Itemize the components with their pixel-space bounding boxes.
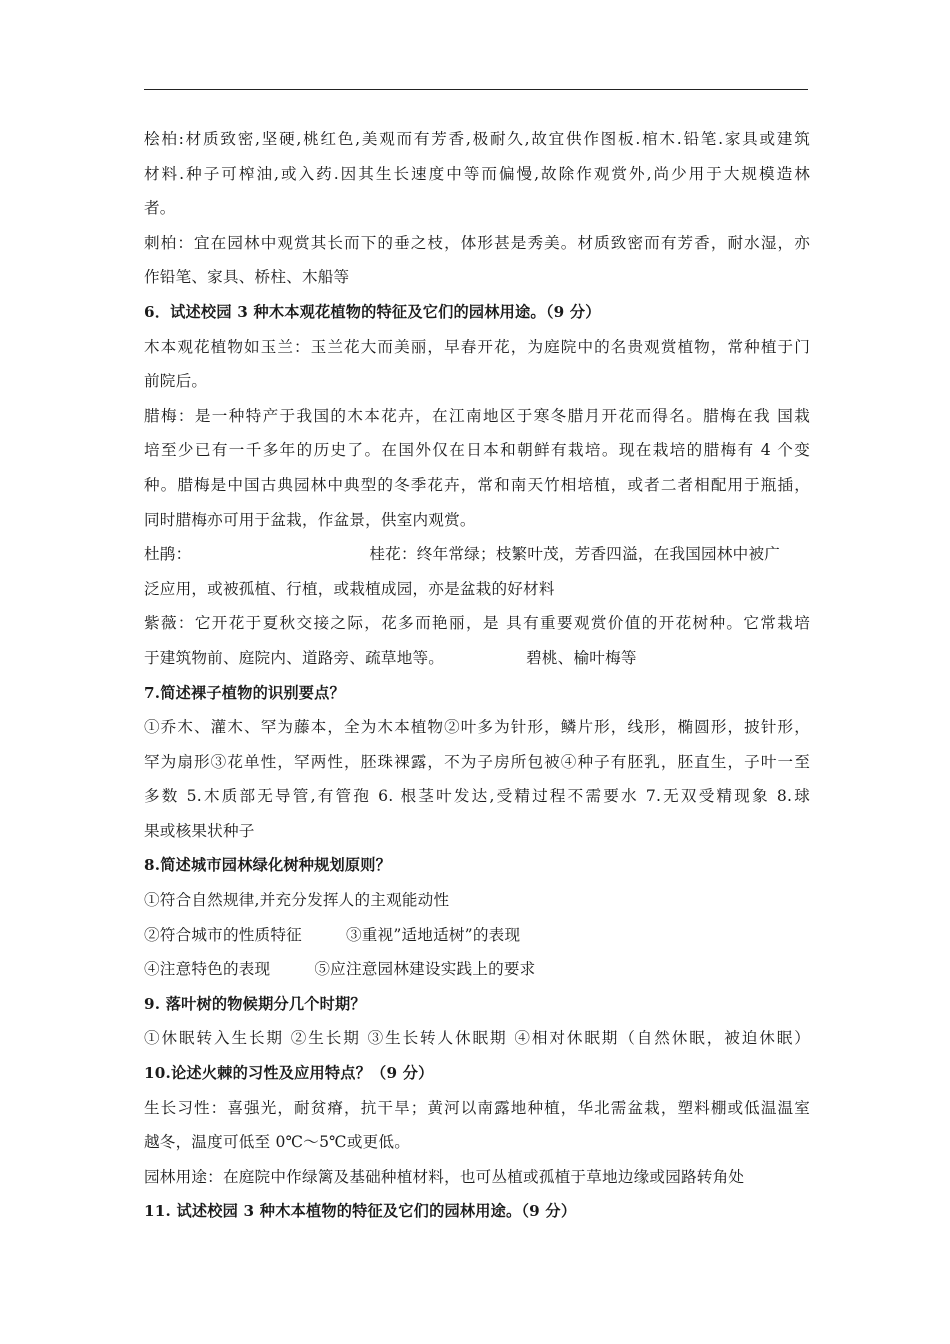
text-line: 果或核果状种子 bbox=[144, 821, 255, 840]
text-line: 泛应用，或被孤植、行植，或栽植成园，亦是盆栽的好材料 bbox=[144, 579, 555, 598]
crape-myrtle-text: 于建筑物前、庭院内、道路旁、疏草地等。 bbox=[144, 648, 445, 667]
text-line bbox=[144, 918, 810, 953]
text-line bbox=[144, 952, 810, 987]
text-line: 材料.种子可榨油,或入药.因其生长速度中等而偏慢,故除作观赏外,尚少用于大规模造林 bbox=[144, 164, 810, 183]
text-line: 紫薇：它开花于夏秋交接之际，花多而艳丽，是 具有重要观赏价值的开花树种。它常栽培 bbox=[144, 614, 810, 633]
text-line: 生长习性：喜强光，耐贫瘠，抗干旱；黄河以南露地种植，华北需盆栽，塑料棚或低温温室 bbox=[144, 1098, 810, 1117]
text-line: 前院后。 bbox=[144, 372, 208, 391]
text-line: 腊梅：是一种特产于我国的木本花卉，在江南地区于寒冬腊月开花而得名。腊梅在我 国栽 bbox=[144, 406, 810, 425]
osmanthus-text: 桂花：终年常绿；枝繁叶茂，芳香四溢，在我国园林中被广 bbox=[369, 545, 781, 564]
question-heading: 10.论述火棘的习性及应用特点？（9 分） bbox=[144, 1064, 434, 1083]
text-line: 作铅笔、家具、桥柱、木船等 bbox=[144, 268, 350, 287]
text-line: 罕为扇形③花单性，罕两性，胚珠裸露，不为子房所包被④种子有胚乳，胚直生，子叶一至 bbox=[144, 752, 810, 771]
text-line: 培至少已有一千多年的历史了。在国外仅在日本和朝鲜有栽培。现在栽培的腊梅有 4 个变 bbox=[144, 441, 810, 460]
question-heading: 7.简述裸子植物的识别要点？ bbox=[144, 683, 345, 702]
text-line: 者。 bbox=[144, 199, 176, 218]
principle-4: ④注意特色的表现 bbox=[144, 960, 271, 979]
document-body bbox=[144, 122, 810, 1229]
text-line: 同时腊梅亦可用于盆栽，作盆景，供室内观赏。 bbox=[144, 510, 476, 529]
text-line: 越冬，温度可低至 0℃～5℃或更低。 bbox=[144, 1133, 411, 1152]
text-line: 刺柏：宜在园林中观赏其长而下的垂之枝，体形甚是秀美。材质致密而有芳香，耐水湿，亦 bbox=[144, 233, 810, 252]
azalea-label: 杜鹃： bbox=[144, 545, 192, 564]
text-line: 园林用途：在庭院中作绿篱及基础种植材料，也可丛植或孤植于草地边缘或园路转角处 bbox=[144, 1167, 745, 1186]
principle-2: ②符合城市的性质特征 bbox=[144, 925, 302, 944]
question-heading: 8.简述城市园林绿化树种规划原则？ bbox=[144, 856, 392, 875]
text-line: 多数 5.木质部无导管,有管孢 6. 根茎叶发达,受精过程不需要水 7.无双受精现象 8.球 bbox=[144, 787, 810, 806]
peach-text: 碧桃、榆叶梅等 bbox=[526, 648, 637, 667]
text-line bbox=[144, 641, 810, 676]
principle-5: ⑤应注意园林建设实践上的要求 bbox=[314, 960, 536, 979]
text-line: ①乔木、灌木、罕为藤本，全为木本植物②叶多为针形，鳞片形，线形，椭圆形，披针形， bbox=[144, 718, 810, 737]
text-line: 种。腊梅是中国古典园林中典型的冬季花卉，常和南天竹相培植，或者二者相配用于瓶插， bbox=[144, 475, 810, 494]
text-line: 木本观花植物如玉兰：玉兰花大而美丽，早春开花，为庭院中的名贵观赏植物，常种植于门 bbox=[144, 337, 810, 356]
principle-3: ③重视”适地适树”的表现 bbox=[345, 925, 521, 944]
question-heading: 9. 落叶树的物候期分几个时期？ bbox=[144, 994, 366, 1013]
header-rule bbox=[144, 89, 808, 90]
text-line bbox=[144, 537, 810, 572]
text-line: ①符合自然规律,并充分发挥人的主观能动性 bbox=[144, 891, 450, 910]
text-line: 桧柏:材质致密,坚硬,桃红色,美观而有芳香,极耐久,故宜供作图板.棺木.铅笔.家具或建筑 bbox=[144, 130, 810, 148]
question-heading: 6．试述校园 3 种木本观花植物的特征及它们的园林用途。（9 分） bbox=[144, 302, 601, 321]
question-heading: 11. 试述校园 3 种木本植物的特征及它们的园林用途。（9 分） bbox=[144, 1202, 577, 1221]
text-line: ①休眠转入生长期 ②生长期 ③生长转人休眠期 ④相对休眠期（自然休眠，被迫休眠） bbox=[144, 1029, 810, 1048]
